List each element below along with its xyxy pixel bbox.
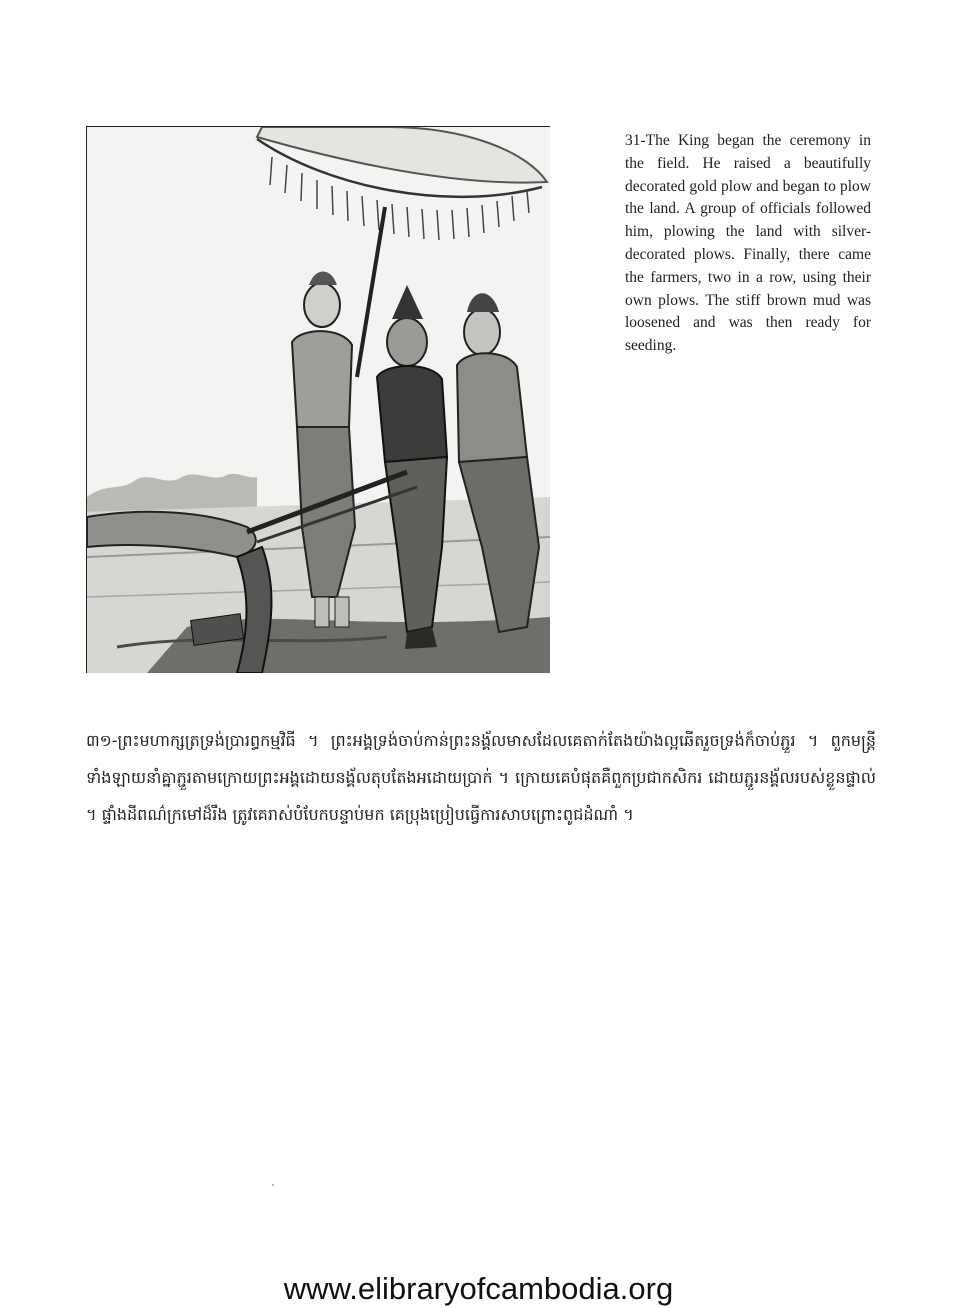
footer-url[interactable]: www.elibraryofcambodia.org [283, 1271, 674, 1306]
english-caption: 31-The King began the ceremony in the field. He raised a beautifully decorated gold plow and began to plow the land. A group of officials followed him, plowing the land with silver-decorated plows. Finally, there came the farmers, two in a row, using their own plows. The stiff brown mud was loosened and was then ready for seeding. [625, 132, 871, 355]
khmer-caption: ៣១-ព្រះមហាក្សត្រទ្រង់ប្រារព្ធកម្មវិធី ។ ព្រះអង្គទ្រង់ចាប់កាន់ព្រះនង្គ័លមាសដែលគេតាក់តែងយ៉ាងល្អឆើតរួចទ្រង់ក៏ចាប់ភ្ជួរ ។ ពួកមន្ត្រីទាំងឡាយនាំគ្នាភ្ជួរតាមក្រោយព្រះអង្គដោយនង្គ័លតុបតែងអដោយប្រាក់ ។ ក្រោយគេបំផុតគឺពួកប្រជាកសិករ ដោយភ្ជួរនង្គ័លរបស់ខ្លួនផ្ទាល់ ។ ផ្ទាំងដីពណ៌ក្រមៅដ៏រឹង ត្រូវគេរាស់បំបែកបន្ទាប់មក គេប្រុងប្រៀបធ្វើការសាបព្រោះពូជដំណាំ ។ [86, 731, 876, 824]
ceremony-illustration [86, 126, 550, 673]
scan-speck [272, 1184, 274, 1186]
